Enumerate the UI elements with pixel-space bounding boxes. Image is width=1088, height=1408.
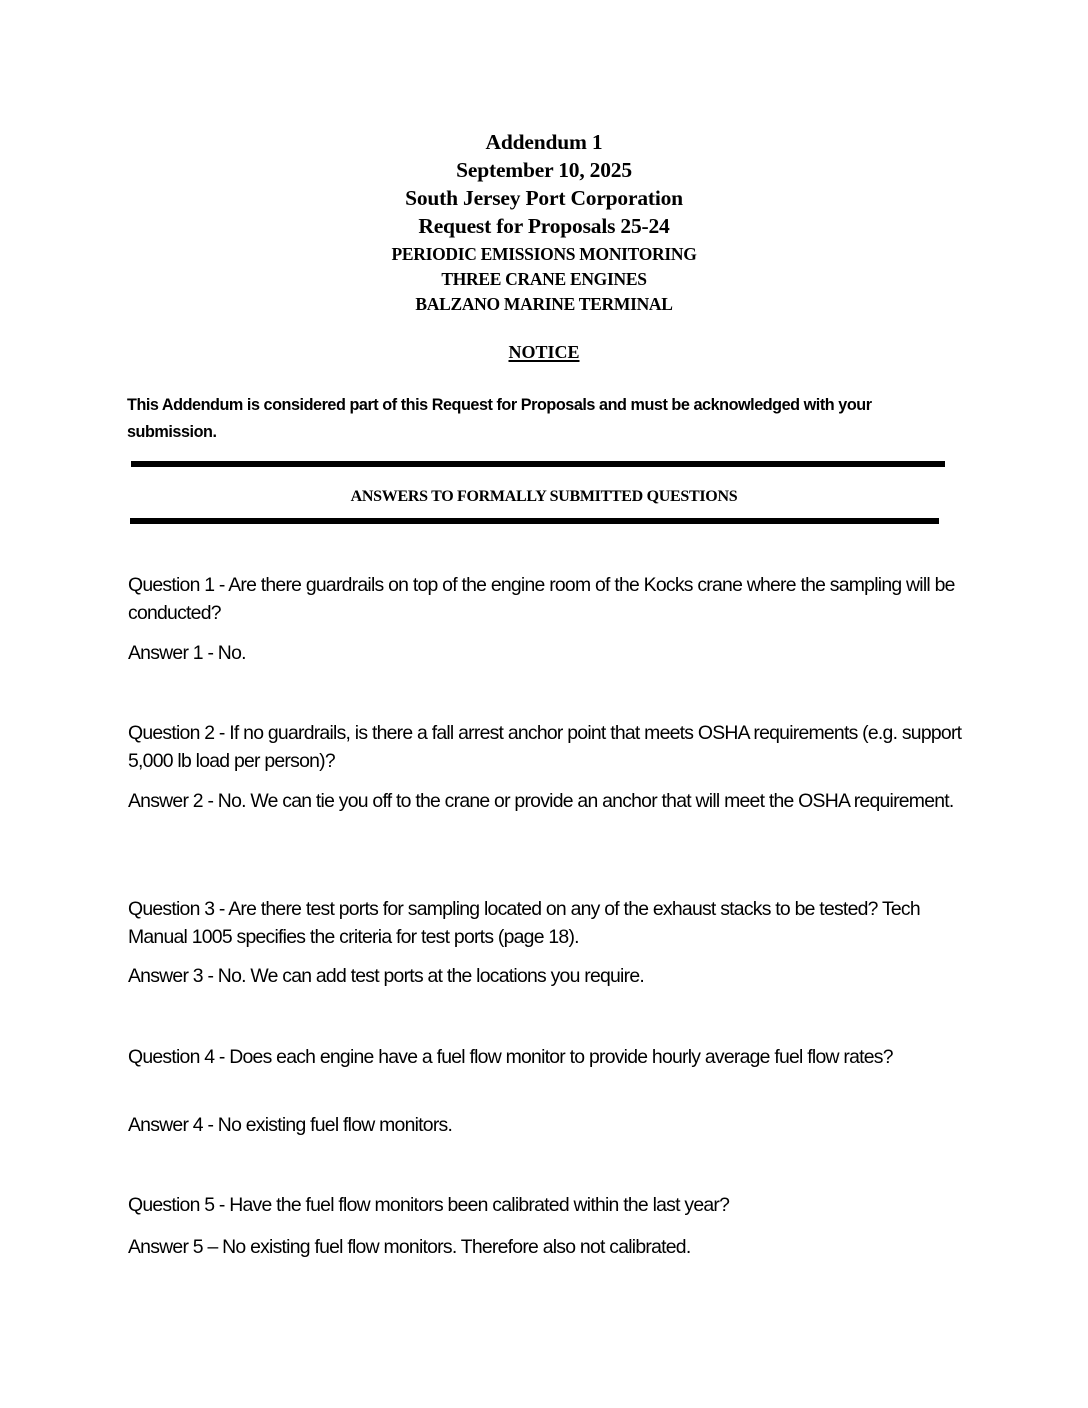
answer-3: Answer 3 - No. We can add test ports at the locations you require. (128, 965, 644, 987)
question-1: Question 1 - Are there guardrails on top of the engine room of the Kocks crane where the sampling will be conducted? (128, 574, 955, 624)
subject-line-2: THREE CRANE ENGINES (441, 269, 647, 289)
question-5: Question 5 - Have the fuel flow monitors been calibrated within the last year? (128, 1194, 730, 1216)
answer-2: Answer 2 - No. We can tie you off to the crane or provide an anchor that will meet the OSHA requirement. (128, 790, 954, 812)
organization-name: South Jersey Port Corporation (405, 186, 683, 210)
addendum-date: September 10, 2025 (456, 158, 632, 182)
section-title: ANSWERS TO FORMALLY SUBMITTED QUESTIONS (350, 488, 738, 505)
notice-body: This Addendum is considered part of this Request for Proposals and must be acknowledged with your submission. (127, 396, 872, 441)
divider-rule-top (131, 461, 945, 467)
answer-5: Answer 5 – No existing fuel flow monitors. Therefore also not calibrated. (128, 1236, 691, 1258)
question-3: Question 3 - Are there test ports for sampling located on any of the exhaust stacks to be tested? Tech Manual 1005 specifies the criteria for test ports (page 18). (128, 898, 920, 948)
notice-heading-text: NOTICE (508, 342, 580, 362)
notice-heading (0, 342, 1088, 363)
rfp-number: Request for Proposals 25-24 (418, 214, 670, 238)
divider-rule-bottom (130, 518, 939, 524)
subject-line-3: BALZANO MARINE TERMINAL (415, 294, 673, 314)
answer-1: Answer 1 - No. (128, 642, 246, 664)
question-2: Question 2 - If no guardrails, is there a fall arrest anchor point that meets OSHA requirements (e.g. support 5,000 lb load per person)? (128, 722, 962, 772)
question-4: Question 4 - Does each engine have a fuel flow monitor to provide hourly average fuel flow rates? (128, 1046, 893, 1068)
subject-line-1: PERIODIC EMISSIONS MONITORING (391, 244, 697, 264)
addendum-title: Addendum 1 (485, 130, 603, 154)
answer-4: Answer 4 - No existing fuel flow monitors. (128, 1114, 453, 1136)
